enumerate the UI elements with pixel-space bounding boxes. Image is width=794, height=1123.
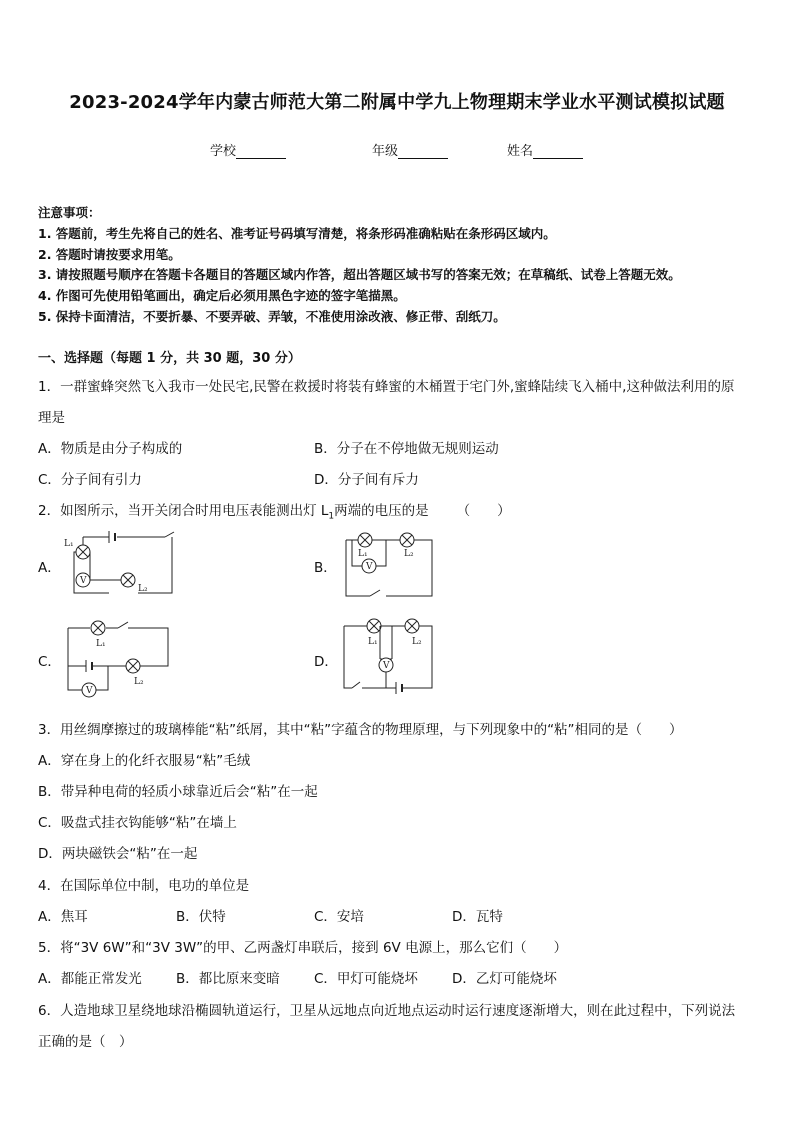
q5-option-b: B．都比原来变暗: [176, 971, 280, 987]
notice-item: 2. 答题时请按要求用笔。: [38, 246, 181, 262]
notice-block: [38, 203, 768, 328]
circuit-diagram-d: [340, 614, 440, 694]
circuit-diagram-c: [62, 618, 172, 698]
q3-stem: 3．用丝绸摩擦过的玻璃棒能“粘”纸屑，其中“粘”字蕴含的物理原理，与下列现象中的“粘”相同的是（ ）: [38, 722, 683, 738]
q2-stem-tail: 两端的电压的是: [334, 503, 429, 519]
q5-option-a: A．都能正常发光: [38, 971, 142, 987]
grade-blank: [398, 146, 448, 159]
q2-option-c-label: C．: [38, 654, 61, 670]
q4-stem: 4．在国际单位中制，电功的单位是: [38, 878, 250, 894]
svg-text:L₁: L₁: [64, 539, 74, 549]
circuit-diagram-a: [62, 528, 182, 600]
q1-option-d: D．分子间有斥力: [314, 472, 419, 488]
q5-option-c: C．甲灯可能烧坏: [314, 971, 418, 987]
notice-heading: 注意事项：: [38, 205, 101, 220]
grade-label: 年级: [372, 144, 399, 159]
q1-option-c: C．分子间有引力: [38, 472, 142, 488]
school-blank: [236, 146, 286, 159]
q1-option-a: A．物质是由分子构成的: [38, 441, 183, 457]
svg-text:L₂: L₂: [138, 584, 148, 594]
svg-text:V: V: [383, 661, 390, 671]
q1-stem-line1: 1．一群蜜蜂突然飞入我市一处民宅,民警在救援时将装有蜂蜜的木桶置于宅门外,蜜蜂陆续飞入桶中,这种做法利用的原: [38, 379, 735, 395]
q4-option-b: B．伏特: [176, 909, 226, 925]
notice-item: 1. 答题前，考生先将自己的姓名、准考证号码填写清楚，将条形码准确粘贴在条形码区域内。: [38, 225, 556, 241]
name-label: 姓名: [507, 144, 534, 159]
switch-icon: [118, 622, 128, 628]
q3-option-b: B．带异种电荷的轻质小球靠近后会“粘”在一起: [38, 784, 318, 800]
svg-text:L₁: L₁: [96, 639, 106, 649]
switch-icon: [370, 590, 380, 596]
name-field: [507, 140, 583, 159]
q3-option-d: D．两块磁铁会“粘”在一起: [38, 846, 198, 862]
svg-text:V: V: [80, 576, 87, 586]
notice-item: 3. 请按照题号顺序在答题卡各题目的答题区域内作答，超出答题区域书写的答案无效；在草稿纸、试卷上答题无效。: [38, 267, 681, 283]
q3-option-a: A．穿在身上的化纤衣服易“粘”毛绒: [38, 753, 251, 769]
section-heading: 一、选择题（每题 1 分，共 30 题，30 分）: [38, 351, 301, 366]
q1-stem-line2: 理是: [38, 410, 65, 426]
q1-option-b: B．分子在不停地做无规则运动: [314, 441, 499, 457]
svg-text:L₂: L₂: [412, 637, 422, 647]
svg-text:L₂: L₂: [134, 677, 144, 687]
q4-option-c: C．安培: [314, 909, 364, 925]
q4-option-a: A．焦耳: [38, 909, 88, 925]
q2-option-b-label: B．: [314, 560, 337, 576]
q2-stem-text: 2．如图所示，当开关闭合时用电压表能测出灯 L: [38, 503, 329, 519]
q6-stem-line1: 6．人造地球卫星绕地球沿椭圆轨道运行，卫星从远地点向近地点运动时运行速度逐渐增大，则在此过程中，下列说法: [38, 1003, 736, 1019]
notice-item: 4. 作图可先使用铅笔画出，确定后必须用黑色字迹的签字笔描黑。: [38, 288, 406, 304]
notice-item: 5. 保持卡面清洁，不要折暴、不要弄破、弄皱，不准使用涂改液、修正带、刮纸刀。: [38, 308, 506, 324]
q5-stem: 5．将“3V 6W”和“3V 3W”的甲、乙两盏灯串联后，接到 6V 电源上，那么它们（ ）: [38, 940, 568, 956]
q2-stem: [38, 499, 511, 522]
q6-stem-line2: 正确的是（ ）: [38, 1034, 133, 1050]
q5-option-d: D．乙灯可能烧坏: [452, 971, 557, 987]
q2-stem-sub: 1: [328, 511, 335, 522]
school-field: [210, 140, 286, 159]
q3-option-c: C．吸盘式挂衣钩能够“粘”在墙上: [38, 815, 237, 831]
switch-icon: [165, 532, 174, 537]
svg-text:L₁: L₁: [358, 549, 368, 559]
switch-icon: [352, 682, 360, 688]
q2-answer-bracket: （ ）: [456, 503, 511, 519]
svg-text:L₁: L₁: [368, 637, 378, 647]
svg-text:V: V: [86, 686, 93, 696]
svg-text:L₂: L₂: [404, 549, 414, 559]
q4-option-d: D．瓦特: [452, 909, 503, 925]
q2-option-a-label: A．: [38, 560, 61, 576]
svg-text:V: V: [366, 562, 373, 572]
page-title: 2023-2024学年内蒙古师范大第二附属中学九上物理期末学业水平测试模拟试题: [69, 92, 725, 113]
grade-field: [372, 140, 448, 159]
q2-option-d-label: D．: [314, 654, 338, 670]
circuit-diagram-b: [340, 530, 440, 602]
school-label: 学校: [210, 144, 237, 159]
name-blank: [533, 146, 583, 159]
